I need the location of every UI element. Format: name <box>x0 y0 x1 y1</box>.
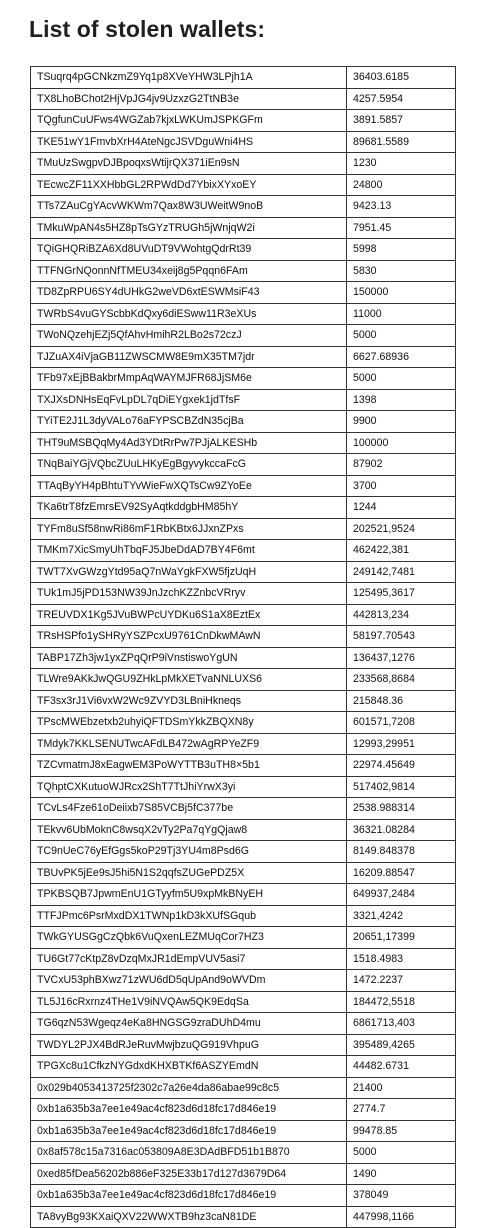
wallet-address-cell: TMdyk7KKLSENUTwcAFdLB472wAgRPYeZF9 <box>31 733 347 755</box>
table-row <box>31 153 456 175</box>
stolen-amount-cell: 36403.6185 <box>347 67 456 89</box>
table-row <box>31 626 456 648</box>
wallet-address-cell: TU6Gt77cKtpZ8vDzqMxJR1dEmpVUV5asi7 <box>31 948 347 970</box>
stolen-amount-cell: 1490 <box>347 1163 456 1185</box>
wallet-address-cell: TSuqrq4pGCNkzmZ9Yq1p8XVeYHW3LPjh1A <box>31 67 347 89</box>
wallet-address-cell: TWDYL2PJX4BdRJeRuvMwjbzuQG919VhpuG <box>31 1034 347 1056</box>
stolen-amount-cell: 3700 <box>347 475 456 497</box>
stolen-amount-cell: 16209.88547 <box>347 862 456 884</box>
wallet-address-cell: TZCvmatmJ8xEagwEM3PoWYTTB3uTH8×5b1 <box>31 755 347 777</box>
table-row <box>31 303 456 325</box>
table-row <box>31 1163 456 1185</box>
wallet-address-cell: TC9nUeC76yEfGgs5koP29Tj3YU4m8Psd6G <box>31 841 347 863</box>
table-row <box>31 712 456 734</box>
stolen-amount-cell: 202521,9524 <box>347 518 456 540</box>
table-row <box>31 282 456 304</box>
wallet-address-cell: 0xed85fDea56202b886eF325E33b17d127d3679D64 <box>31 1163 347 1185</box>
wallet-address-cell: TYFm8uSf58nwRi86mF1RbKBtx6JJxnZPxs <box>31 518 347 540</box>
table-row <box>31 325 456 347</box>
table-row <box>31 884 456 906</box>
stolen-amount-cell: 44482.6731 <box>347 1056 456 1078</box>
table-row <box>31 540 456 562</box>
wallet-address-cell: TMkuWpAN4s5HZ8pTsGYzTRUGh5jWnjqW2i <box>31 217 347 239</box>
stolen-amount-cell: 125495,3617 <box>347 583 456 605</box>
table-row <box>31 196 456 218</box>
wallet-address-cell: TWRbS4vuGYScbbKdQxy6diESww11R3eXUs <box>31 303 347 325</box>
stolen-amount-cell: 6861713,403 <box>347 1013 456 1035</box>
table-row <box>31 798 456 820</box>
wallet-address-cell: TNqBaiYGjVQbcZUuLHKyEgBgyvykccaFcG <box>31 454 347 476</box>
wallet-address-cell: TUk1mJ5jPD153NW39JnJzchKZZnbcVRryv <box>31 583 347 605</box>
wallet-address-cell: TEkvv6UbMoknC8wsqX2vTy2Pa7qYgQjaw8 <box>31 819 347 841</box>
stolen-amount-cell: 9900 <box>347 411 456 433</box>
table-row <box>31 991 456 1013</box>
wallet-address-cell: TQiGHQRiBZA6Xd8UVuDT9VWohtgQdrRt39 <box>31 239 347 261</box>
table-row <box>31 131 456 153</box>
table-row <box>31 454 456 476</box>
stolen-amount-cell: 447998,1166 <box>347 1206 456 1228</box>
stolen-amount-cell: 6627.68936 <box>347 346 456 368</box>
wallet-address-cell: TQhptCXKutuoWJRcx2ShT7TtJhiYrwX3yi <box>31 776 347 798</box>
wallet-address-cell: TREUVDX1Kg5JVuBWPcUYDKu6S1aX8EztEx <box>31 604 347 626</box>
stolen-amount-cell: 36321.08284 <box>347 819 456 841</box>
stolen-amount-cell: 58197.70543 <box>347 626 456 648</box>
wallet-address-cell: TMKm7XicSmyUhTbqFJ5JbeDdAD7BY4F6mt <box>31 540 347 562</box>
wallet-address-cell: 0xb1a635b3a7ee1e49ac4cf823d6d18fc17d846e19 <box>31 1185 347 1207</box>
table-row <box>31 905 456 927</box>
wallet-address-cell: TCvLs4Fze61oDeiixb7S85VCBj5fC377be <box>31 798 347 820</box>
wallet-address-cell: TMuUzSwgpvDJBpoqxsWtijrQX371iEn9sN <box>31 153 347 175</box>
table-row <box>31 497 456 519</box>
stolen-amount-cell: 89681.5589 <box>347 131 456 153</box>
stolen-amount-cell: 5998 <box>347 239 456 261</box>
stolen-amount-cell: 87902 <box>347 454 456 476</box>
stolen-amount-cell: 1518.4983 <box>347 948 456 970</box>
wallet-address-cell: TJZuAX4iVjaGB11ZWSCMW8E9mX35TM7jdr <box>31 346 347 368</box>
table-row <box>31 948 456 970</box>
stolen-amount-cell: 1244 <box>347 497 456 519</box>
wallet-address-cell: TX8LhoBChot2HjVpJG4jv9UzxzG2TtNB3e <box>31 88 347 110</box>
stolen-amount-cell: 442813,234 <box>347 604 456 626</box>
wallet-address-cell: 0xb1a635b3a7ee1e49ac4cf823d6d18fc17d846e19 <box>31 1099 347 1121</box>
table-row <box>31 776 456 798</box>
wallet-address-cell: TBUvPK5jEe9sJ5hi5N1S2qqfsZUGePDZ5X <box>31 862 347 884</box>
stolen-amount-cell: 1398 <box>347 389 456 411</box>
stolen-wallets-table <box>30 66 456 1228</box>
stolen-amount-cell: 2774.7 <box>347 1099 456 1121</box>
stolen-amount-cell: 100000 <box>347 432 456 454</box>
stolen-amount-cell: 5000 <box>347 368 456 390</box>
table-row <box>31 368 456 390</box>
wallet-address-cell: TKa6trT8fzEmrsEV92SyAqtkddgbHM85hY <box>31 497 347 519</box>
stolen-amount-cell: 395489,4265 <box>347 1034 456 1056</box>
table-row <box>31 475 456 497</box>
table-row <box>31 1034 456 1056</box>
stolen-amount-cell: 136437,1276 <box>347 647 456 669</box>
table-row <box>31 67 456 89</box>
wallet-address-cell: 0x029b4053413725f2302c7a26e4da86abae99c8c5 <box>31 1077 347 1099</box>
table-row <box>31 690 456 712</box>
table-row <box>31 1120 456 1142</box>
wallet-address-cell: TQgfunCuUFws4WGZab7kjxLWKUmJSPKGFm <box>31 110 347 132</box>
stolen-amount-cell: 378049 <box>347 1185 456 1207</box>
table-row <box>31 518 456 540</box>
wallet-address-cell: TTAqByYH4pBhtuTYvWieFwXQTsCw9ZYoEe <box>31 475 347 497</box>
stolen-amount-cell: 5000 <box>347 1142 456 1164</box>
wallet-address-cell: TABP17Zh3jw1yxZPqQrP9iVnstiswoYgUN <box>31 647 347 669</box>
stolen-amount-cell: 215848.36 <box>347 690 456 712</box>
page-title: List of stolen wallets: <box>29 16 266 42</box>
wallet-address-cell: TEcwcZF11XXHbbGL2RPWdDd7YbixXYxoEY <box>31 174 347 196</box>
wallet-address-cell: TTs7ZAuCgYAcvWKWm7Qax8W3UWeitW9noB <box>31 196 347 218</box>
table-row <box>31 1013 456 1035</box>
stolen-amount-cell: 22974.45649 <box>347 755 456 777</box>
table-row <box>31 755 456 777</box>
wallet-address-cell: 0xb1a635b3a7ee1e49ac4cf823d6d18fc17d846e19 <box>31 1120 347 1142</box>
wallet-address-cell: TG6qzN53Wgeqz4eKa8HNGSG9zraDUhD4mu <box>31 1013 347 1035</box>
wallet-table-body <box>31 67 456 1228</box>
wallet-address-cell: TD8ZpRPU6SY4dUHkG2weVD6xtESWMsiF43 <box>31 282 347 304</box>
stolen-amount-cell: 9423.13 <box>347 196 456 218</box>
wallet-address-cell: TA8vyBg93KXaiQXV22WWXTB9hz3caN81DE <box>31 1206 347 1228</box>
wallet-address-cell: TVCxU53phBXwz71zWU6dD5qUpAnd9oWVDm <box>31 970 347 992</box>
stolen-amount-cell: 517402,9814 <box>347 776 456 798</box>
wallet-address-cell: 0x8af578c15a7316ac053809A8E3DAdBFD51b1B870 <box>31 1142 347 1164</box>
table-row <box>31 1185 456 1207</box>
wallet-address-cell: THT9uMSBQqMy4Ad3YDtRrPw7PJjALKESHb <box>31 432 347 454</box>
wallet-address-cell: TWoNQzehjEZj5QfAhvHmihR2LBo2s72czJ <box>31 325 347 347</box>
table-row <box>31 927 456 949</box>
stolen-amount-cell: 249142,7481 <box>347 561 456 583</box>
stolen-amount-cell: 1230 <box>347 153 456 175</box>
table-row <box>31 583 456 605</box>
stolen-amount-cell: 3321,4242 <box>347 905 456 927</box>
table-row <box>31 604 456 626</box>
table-row <box>31 432 456 454</box>
table-row <box>31 411 456 433</box>
table-row <box>31 346 456 368</box>
wallet-address-cell: TWkGYUSGgCzQbk6VuQxenLEZMUqCor7HZ3 <box>31 927 347 949</box>
stolen-amount-cell: 20651,17399 <box>347 927 456 949</box>
table-row <box>31 217 456 239</box>
table-row <box>31 669 456 691</box>
stolen-amount-cell: 12993,29951 <box>347 733 456 755</box>
wallet-address-cell: TTFJPmc6PsrMxdDX1TWNp1kD3kXUfSGqub <box>31 905 347 927</box>
stolen-amount-cell: 8149.848378 <box>347 841 456 863</box>
wallet-address-cell: TRsHSPfo1ySHRyYSZPcxU9761CnDkwMAwN <box>31 626 347 648</box>
table-row <box>31 110 456 132</box>
table-row <box>31 239 456 261</box>
wallet-address-cell: TPGXc8u1CfkzNYGdxdKHXBTKf6ASZYEmdN <box>31 1056 347 1078</box>
table-row <box>31 1099 456 1121</box>
stolen-amount-cell: 21400 <box>347 1077 456 1099</box>
stolen-amount-cell: 7951.45 <box>347 217 456 239</box>
table-row <box>31 174 456 196</box>
stolen-amount-cell: 3891.5857 <box>347 110 456 132</box>
table-row <box>31 561 456 583</box>
stolen-amount-cell: 601571,7208 <box>347 712 456 734</box>
table-row <box>31 1206 456 1228</box>
stolen-amount-cell: 184472,5518 <box>347 991 456 1013</box>
table-row <box>31 1056 456 1078</box>
wallet-address-cell: TXJXsDNHsEqFvLpDL7qDiEYgxek1jdTfsF <box>31 389 347 411</box>
table-row <box>31 260 456 282</box>
table-row <box>31 1142 456 1164</box>
table-row <box>31 389 456 411</box>
stolen-amount-cell: 5830 <box>347 260 456 282</box>
stolen-amount-cell: 1472.2237 <box>347 970 456 992</box>
wallet-address-cell: TFb97xEjBBakbrMmpAqWAYMJFR68JjSM6e <box>31 368 347 390</box>
table-row <box>31 1077 456 1099</box>
stolen-amount-cell: 5000 <box>347 325 456 347</box>
wallet-address-cell: TL5J16cRxrnz4THe1V9iNVQAw5QK9EdqSa <box>31 991 347 1013</box>
stolen-amount-cell: 2538.988314 <box>347 798 456 820</box>
wallet-address-cell: TLWre9AKkJwQGU9ZHkLpMkXETvaNNLUXS6 <box>31 669 347 691</box>
stolen-amount-cell: 4257.5954 <box>347 88 456 110</box>
table-row <box>31 862 456 884</box>
stolen-amount-cell: 150000 <box>347 282 456 304</box>
table-row <box>31 819 456 841</box>
wallet-address-cell: TYiTE2J1L3dyVALo76aFYPSCBZdN35cjBa <box>31 411 347 433</box>
table-row <box>31 841 456 863</box>
stolen-amount-cell: 649937,2484 <box>347 884 456 906</box>
wallet-address-cell: TKE51wY1FmvbXrH4AteNgcJSVDguWni4HS <box>31 131 347 153</box>
stolen-amount-cell: 462422,381 <box>347 540 456 562</box>
stolen-amount-cell: 11000 <box>347 303 456 325</box>
stolen-amount-cell: 99478.85 <box>347 1120 456 1142</box>
stolen-amount-cell: 233568,8684 <box>347 669 456 691</box>
table-row <box>31 733 456 755</box>
wallet-address-cell: TPKBSQB7JpwmEnU1GTyyfm5U9xpMkBNyEH <box>31 884 347 906</box>
table-row <box>31 970 456 992</box>
stolen-amount-cell: 24800 <box>347 174 456 196</box>
wallet-address-cell: TWT7XvGWzgYtd95aQ7nWaYgkFXW5fjzUqH <box>31 561 347 583</box>
wallet-address-cell: TTFNGrNQonnNfTMEU34xeij8g5Pqqn6FAm <box>31 260 347 282</box>
table-row <box>31 88 456 110</box>
wallet-address-cell: TF3sx3rJ1Vi6vxW2Wc9ZVYD3LBniHkneqs <box>31 690 347 712</box>
table-row <box>31 647 456 669</box>
wallet-address-cell: TPscMWEbzetxb2uhyiQFTDSmYkkZBQXN8y <box>31 712 347 734</box>
